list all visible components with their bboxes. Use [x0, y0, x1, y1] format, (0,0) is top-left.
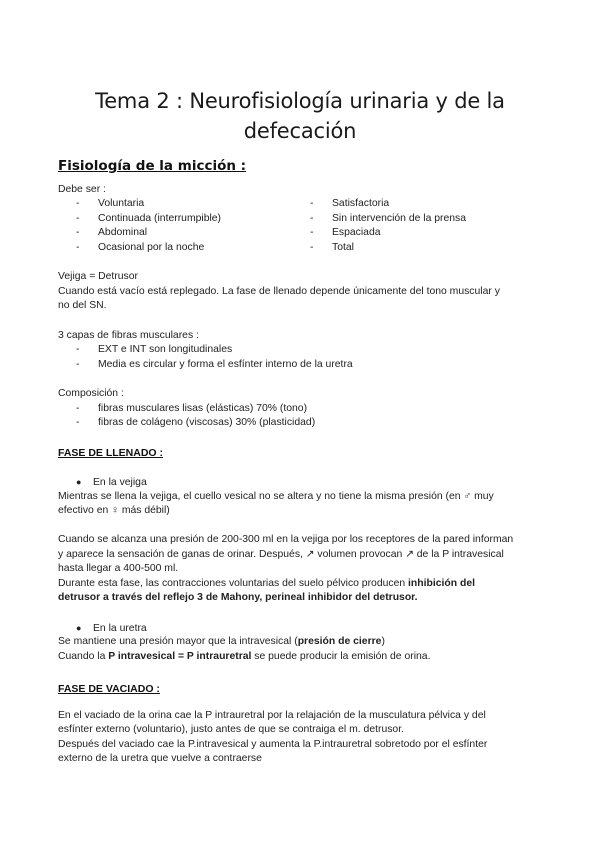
section-heading-llenado: FASE DE LLENADO :: [58, 447, 164, 459]
bullet-item: ● En la uretra: [76, 623, 147, 634]
paragraph-line: y aparece la sensación de ganas de orinar. Después, ↗ volumen provocan ↗ de la P intravesical: [58, 549, 504, 560]
list-item: - fibras de colágeno (viscosas) 30% (plasticidad): [76, 417, 316, 428]
vejiga-line: Vejiga = Detrusor: [58, 271, 138, 282]
bold-text: presión de cierre: [297, 636, 382, 647]
paragraph-line: Se mantiene una presión mayor que la intravesical (presión de cierre): [58, 636, 385, 647]
list-item: - Satisfactoria: [310, 198, 390, 209]
paragraph-line: En el vaciado de la orina cae la P intrauretral por la relajación de la musculatura pélvica y del: [58, 710, 486, 721]
paragraph-line: detrusor a través del reflejo 3 de Mahony, perineal inhibidor del detrusor.: [58, 592, 418, 603]
list-item: - Abdominal: [76, 227, 148, 238]
debe-ser-label: Debe ser :: [58, 184, 106, 195]
paragraph-line: Cuando la P intravesical = P intrauretral se puede producir la emisión de orina.: [58, 651, 431, 662]
paragraph-line: efectivo en ♀ más débil): [58, 505, 170, 516]
section-heading-vaciado: FASE DE VACIADO :: [58, 683, 160, 695]
list-item: - Media es circular y forma el esfínter interno de la uretra: [76, 359, 353, 370]
paragraph-line: esfínter externo (voluntario), justo antes de que se contraiga el m. detrusor.: [58, 724, 404, 735]
paragraph-line: Cuando está vacío está replegado. La fase de llenado depende únicamente del tono muscular y: [58, 286, 500, 297]
document-title: Tema 2 : Neurofisiología urinaria y de la defecación: [95, 89, 505, 143]
list-item: - Continuada (interrumpible): [76, 213, 222, 224]
paragraph-line: Después del vaciado cae la P.intravesical y aumenta la P.intrauretral sobretodo por el esfínter: [58, 739, 488, 750]
list-item: - Total: [310, 242, 354, 253]
list-item: - Espaciada: [310, 227, 381, 238]
section-heading-miccion: Fisiología de la micción :: [58, 158, 247, 174]
list-item: - Voluntaria: [76, 198, 145, 209]
paragraph-line: no del SN.: [58, 300, 107, 311]
paragraph-line: Durante esta fase, las contracciones voluntarias del suelo pélvico producen inhibición del: [58, 578, 475, 589]
paragraph-line: externo de la uretra que vuelve a contraerse: [58, 753, 262, 764]
list-item: - Ocasional por la noche: [76, 242, 205, 253]
paragraph-line: Mientras se llena la vejiga, el cuello vesical no se altera y no tiene la misma presión (en ♂ muy: [58, 491, 494, 502]
list-item: - Sin intervención de la prensa: [310, 213, 467, 224]
paragraph-line: hasta llegar a 400-500 ml.: [58, 563, 179, 574]
bullet-item: ● En la vejiga: [76, 477, 147, 488]
composicion-label: Composición :: [58, 388, 124, 399]
capas-label: 3 capas de fibras musculares :: [58, 330, 199, 341]
list-item: - EXT e INT son longitudinales: [76, 344, 233, 355]
bold-text: inhibición del: [408, 578, 475, 589]
bold-text: P intravesical = P intrauretral: [108, 651, 252, 662]
list-item: - fibras musculares lisas (elásticas) 70% (tono): [76, 403, 308, 414]
paragraph-line: Cuando se alcanza una presión de 200-300 ml en la vejiga por los receptores de la pared informan: [58, 534, 514, 545]
